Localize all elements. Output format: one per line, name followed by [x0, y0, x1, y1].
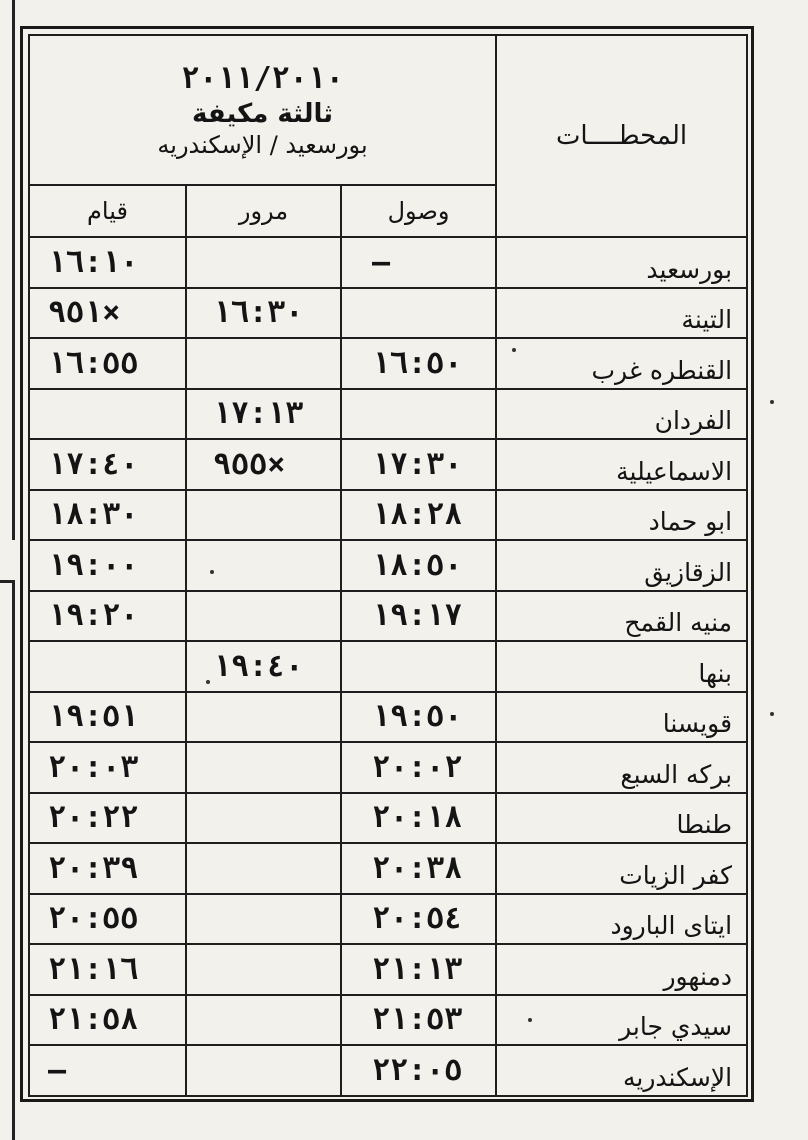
station-name: منيه القمح	[496, 591, 747, 642]
passing-time: ١٩:٤٠	[186, 641, 341, 692]
table-row	[29, 591, 747, 642]
table-row	[29, 389, 747, 440]
station-name: الزقازيق	[496, 540, 747, 591]
departure-time: ٢٠:٠٣	[29, 742, 186, 793]
passing-time: ٩٥٥×	[186, 439, 341, 490]
arrival-time: –	[341, 237, 496, 288]
departure-time: ١٩:٥١	[29, 692, 186, 743]
station-name: بورسعيد	[496, 237, 747, 288]
passing-time	[186, 591, 341, 642]
departure-time: ١٩:٢٠	[29, 591, 186, 642]
adjacent-table-fragment-top	[0, 0, 15, 540]
arrival-header: وصول	[341, 185, 496, 237]
passing-time: ١٧:١٣	[186, 389, 341, 440]
route-label: بورسعيد / الإسكندريه	[157, 131, 368, 159]
table-row	[29, 793, 747, 844]
departure-time: ١٧:٤٠	[29, 439, 186, 490]
station-name: بنها	[496, 641, 747, 692]
scan-speck	[770, 400, 774, 404]
departure-time: ٩٥١×	[29, 288, 186, 339]
departure-time: ١٦:١٠	[29, 237, 186, 288]
departure-time	[29, 389, 186, 440]
arrival-time	[341, 389, 496, 440]
table-row	[29, 692, 747, 743]
train-info-header	[29, 35, 496, 185]
station-name: الاسماعيلية	[496, 439, 747, 490]
station-name: دمنهور	[496, 944, 747, 995]
passing-time	[186, 995, 341, 1046]
table-row	[29, 237, 747, 288]
table-row	[29, 641, 747, 692]
departure-time: ١٨:٣٠	[29, 490, 186, 541]
arrival-time: ٢٠:١٨	[341, 793, 496, 844]
arrival-time: ٢٢:٠٥	[341, 1045, 496, 1096]
station-name: القنطره غرب	[496, 338, 747, 389]
departure-time: –	[29, 1045, 186, 1096]
table-row	[29, 288, 747, 339]
scan-speck	[206, 680, 210, 684]
passing-time	[186, 1045, 341, 1096]
station-name: الفردان	[496, 389, 747, 440]
scan-speck	[528, 1018, 532, 1022]
table-row	[29, 439, 747, 490]
adjacent-table-fragment-bottom	[0, 580, 15, 1140]
passing-time	[186, 894, 341, 945]
station-name: التينة	[496, 288, 747, 339]
passing-time	[186, 692, 341, 743]
arrival-time	[341, 288, 496, 339]
departure-time	[29, 641, 186, 692]
table-row	[29, 742, 747, 793]
table-row	[29, 338, 747, 389]
arrival-time: ٢٠:٠٢	[341, 742, 496, 793]
passing-time	[186, 237, 341, 288]
departure-time: ٢٠:٣٩	[29, 843, 186, 894]
train-timetable	[28, 34, 748, 1097]
passing-time	[186, 944, 341, 995]
passing-time	[186, 490, 341, 541]
departure-time: ٢٠:٢٢	[29, 793, 186, 844]
passing-time	[186, 742, 341, 793]
table-row	[29, 995, 747, 1046]
arrival-time	[341, 641, 496, 692]
passing-time	[186, 540, 341, 591]
scan-speck	[770, 712, 774, 716]
departure-time: ٢١:١٦	[29, 944, 186, 995]
arrival-time: ١٨:٥٠	[341, 540, 496, 591]
table-row	[29, 944, 747, 995]
departure-header: قيام	[29, 185, 186, 237]
passing-time	[186, 843, 341, 894]
table-row	[29, 490, 747, 541]
station-name: الإسكندريه	[496, 1045, 747, 1096]
table-row	[29, 1045, 747, 1096]
table-row	[29, 894, 747, 945]
arrival-time: ١٧:٣٠	[341, 439, 496, 490]
departure-time: ٢١:٥٨	[29, 995, 186, 1046]
departure-time: ١٩:٠٠	[29, 540, 186, 591]
station-name: طنطا	[496, 793, 747, 844]
train-class: ثالثة مكيفة	[191, 98, 334, 129]
arrival-time: ١٨:٢٨	[341, 490, 496, 541]
scan-speck	[210, 570, 214, 574]
stations-header: المحطــــات	[496, 35, 747, 237]
departure-time: ٢٠:٥٥	[29, 894, 186, 945]
arrival-time: ٢٠:٥٤	[341, 894, 496, 945]
passing-time: ١٦:٣٠	[186, 288, 341, 339]
arrival-time: ٢١:٥٣	[341, 995, 496, 1046]
arrival-time: ٢١:١٣	[341, 944, 496, 995]
table-row	[29, 843, 747, 894]
arrival-time: ١٦:٥٠	[341, 338, 496, 389]
arrival-time: ١٩:١٧	[341, 591, 496, 642]
passing-time	[186, 338, 341, 389]
arrival-time: ١٩:٥٠	[341, 692, 496, 743]
season-years: ٢٠١١/٢٠١٠	[181, 61, 344, 96]
station-name: سيدي جابر	[496, 995, 747, 1046]
departure-time: ١٦:٥٥	[29, 338, 186, 389]
station-name: بركه السبع	[496, 742, 747, 793]
station-name: ابو حماد	[496, 490, 747, 541]
passing-header: مرور	[186, 185, 341, 237]
table-row	[29, 540, 747, 591]
station-name: كفر الزيات	[496, 843, 747, 894]
arrival-time: ٢٠:٣٨	[341, 843, 496, 894]
station-name: قويسنا	[496, 692, 747, 743]
passing-time	[186, 793, 341, 844]
station-name: ايتاى البارود	[496, 894, 747, 945]
scan-speck	[512, 348, 516, 352]
